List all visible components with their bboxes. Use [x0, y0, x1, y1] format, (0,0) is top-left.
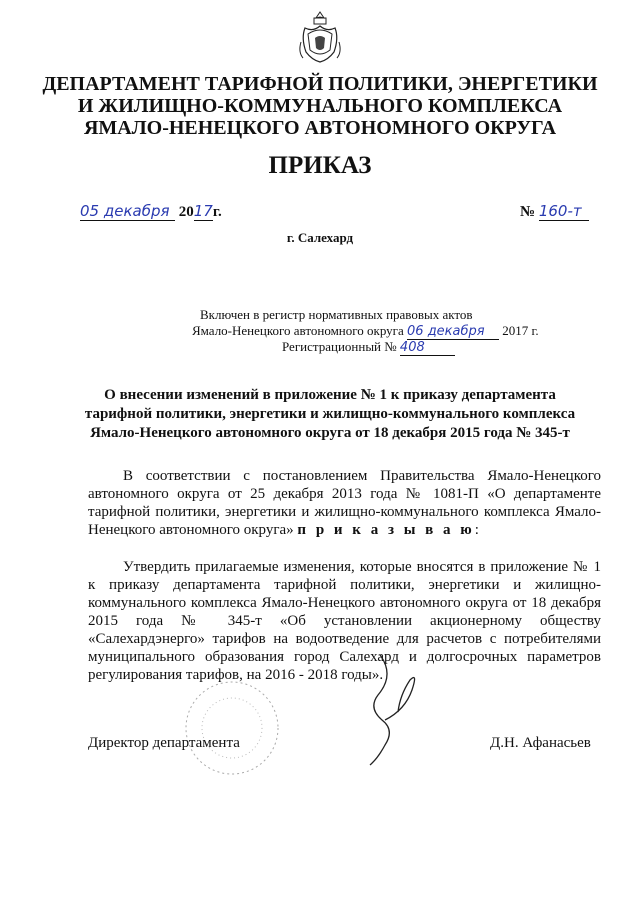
date-handwritten: 05 декабря: [80, 202, 175, 221]
number-handwritten: 160-т: [539, 202, 589, 221]
order-word: п р и к а з ы в а ю: [297, 522, 475, 538]
registration-date-handwritten: 06 декабря: [407, 324, 499, 340]
registration-year: 2017 г.: [502, 323, 539, 338]
department-name-line-1: ДЕПАРТАМЕНТ ТАРИФНОЙ ПОЛИТИКИ, ЭНЕРГЕТИКИ: [42, 73, 598, 95]
signatory-name: Д.Н. Афанасьев: [490, 735, 591, 751]
department-name-line-2: И ЖИЛИЩНО-КОММУНАЛЬНОГО КОМПЛЕКСА: [77, 95, 563, 117]
round-stamp-icon: [182, 678, 282, 778]
number-label: №: [520, 204, 536, 220]
registration-number-handwritten: 408: [400, 340, 455, 356]
signatory-position: Директор департамента: [88, 735, 240, 751]
handwritten-signature-icon: [340, 650, 440, 770]
preamble-text: В соответствии с постановлением Правительства Ямало-Ненецкого автономного округа от 25 декабря 2013 года № 1081-П «О департаменте тарифной политики, энергетики и жилищно-коммунального комплекса Ямало-Ненецкого автономного округа»: [88, 468, 601, 538]
document-type-title: ПРИКАЗ: [268, 152, 372, 179]
year-handwritten: 17: [193, 202, 213, 220]
department-name-line-3: ЯМАЛО-НЕНЕЦКОГО АВТОНОМНОГО ОКРУГА: [83, 117, 557, 139]
subject-line-3: Ямало-Ненецкого автономного округа от 18 декабря 2015 года № 345-т: [90, 425, 570, 441]
year-prefix: 20: [178, 204, 194, 220]
registration-line-3: [282, 339, 455, 356]
preamble-paragraph: [88, 467, 601, 539]
resolution-text: Утвердить прилагаемые изменения, которые вносятся в приложение № 1 к приказу департамента тарифной политики, энергетики и жилищно-коммунального комплекса Ямало-Ненецкого автономного округа от 18 декабря 2015 года № 345-т «Об установлении акционерному обществу «Салехардэнерго» тарифов на водоотведение для расчетов с потребителями муниципального образования город Салехард и долгосрочных параметров регулирования тарифов, на 2016 - 2018 годы».: [88, 559, 601, 683]
order-subject: [60, 386, 600, 443]
order-number: [520, 202, 589, 221]
registration-number-label: Регистрационный №: [282, 339, 397, 354]
registration-region: Ямало-Ненецкого автономного округа: [192, 323, 404, 338]
coat-of-arms-icon: [297, 8, 343, 66]
subject-line-2: тарифной политики, энергетики и жилищно-коммунального комплекса: [84, 406, 576, 422]
city: г. Салехард: [286, 230, 354, 245]
subject-line-1: О внесении изменений в приложение № 1 к приказу департамента: [104, 387, 556, 403]
year-suffix: г.: [212, 204, 222, 220]
order-date: [80, 202, 222, 221]
registration-line-1: Включен в регистр нормативных правовых актов: [200, 307, 473, 322]
registration-line-2: [192, 323, 562, 340]
order-colon: :: [474, 522, 479, 538]
